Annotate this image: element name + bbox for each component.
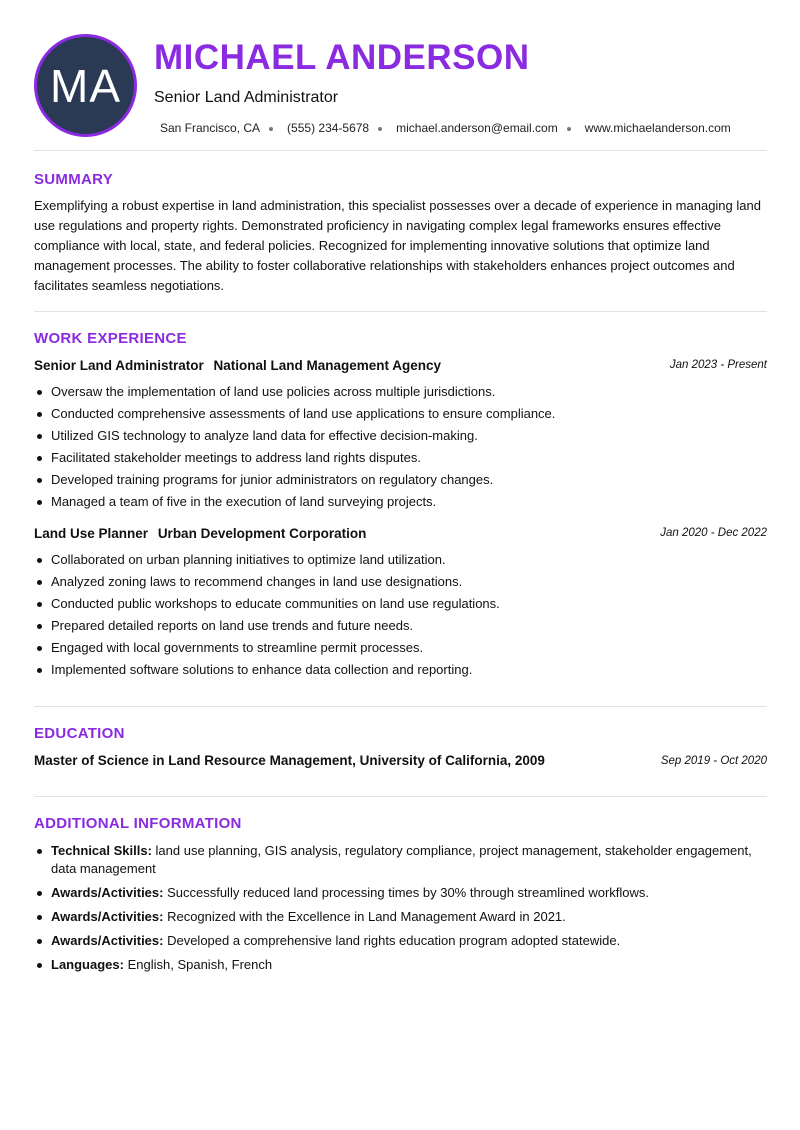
list-item: Managed a team of five in the execution of land surveying projects. xyxy=(34,491,767,513)
resume-header xyxy=(34,34,767,138)
section-divider xyxy=(34,706,767,707)
job-bullet-list xyxy=(34,549,767,681)
job-company: Urban Development Corporation xyxy=(157,526,367,541)
education-heading: EDUCATION xyxy=(34,725,125,742)
education-dates: Sep 2019 - Oct 2020 xyxy=(660,755,767,767)
list-item: Conducted comprehensive assessments of land use applications to ensure compliance. xyxy=(34,403,767,425)
info-text: English, Spanish, French xyxy=(123,957,273,972)
info-text: land use planning, GIS analysis, regulatory compliance, project management, stakeholder engagement, data management xyxy=(51,843,752,876)
contact-bar xyxy=(160,121,731,135)
list-item xyxy=(34,956,767,974)
job-dates: Jan 2023 - Present xyxy=(669,359,767,371)
list-item: Facilitated stakeholder meetings to address land rights disputes. xyxy=(34,447,767,469)
info-text: Successfully reduced land processing times by 30% through streamlined workflows. xyxy=(163,885,650,900)
list-item: Prepared detailed reports on land use trends and future needs. xyxy=(34,615,767,637)
info-label: Awards/Activities: xyxy=(51,885,164,900)
info-text: Recognized with the Excellence in Land Management Award in 2021. xyxy=(163,909,566,924)
contact-website[interactable]: www.michaelanderson.com xyxy=(584,121,731,135)
job-title: Senior Land Administrator xyxy=(34,358,204,373)
additional-info-heading: ADDITIONAL INFORMATION xyxy=(34,815,242,832)
additional-info-list xyxy=(34,842,767,980)
summary-heading: SUMMARY xyxy=(34,171,114,188)
list-item: Developed training programs for junior administrators on regulatory changes. xyxy=(34,469,767,491)
job-header xyxy=(34,358,767,376)
job-company: National Land Management Agency xyxy=(213,358,442,373)
section-divider xyxy=(34,796,767,797)
list-item: Conducted public workshops to educate communities on land use regulations. xyxy=(34,593,767,615)
list-item: Engaged with local governments to streamline permit processes. xyxy=(34,637,767,659)
candidate-name: MICHAEL ANDERSON xyxy=(154,38,530,77)
list-item: Analyzed zoning laws to recommend changes in land use designations. xyxy=(34,571,767,593)
work-experience-heading: WORK EXPERIENCE xyxy=(34,330,187,347)
list-item xyxy=(34,842,767,878)
avatar xyxy=(34,34,137,137)
info-label: Awards/Activities: xyxy=(51,933,164,948)
avatar-initials: MA xyxy=(50,59,121,112)
section-divider xyxy=(34,311,767,312)
separator-dot xyxy=(378,127,382,131)
separator-dot xyxy=(567,127,571,131)
info-label: Languages: xyxy=(51,957,124,972)
info-text: Developed a comprehensive land rights education program adopted statewide. xyxy=(163,933,621,948)
info-label: Awards/Activities: xyxy=(51,909,164,924)
job-dates: Jan 2020 - Dec 2022 xyxy=(660,527,767,539)
summary-text: Exemplifying a robust expertise in land administration, this specialist possesses over a decade of experience in managing land use regulations and property rights. Demonstrated proficiency in navigating complex legal frameworks ensures effective compliance with local, state, and federal policies. Recognized for implementing innovative solutions that optimize land management processes. The ability to foster collaborative relationships with stakeholders enhances project outcomes and facilitates seamless negotiations. xyxy=(34,198,761,293)
contact-email[interactable]: michael.anderson@email.com xyxy=(396,121,558,135)
job-title: Land Use Planner xyxy=(34,526,149,541)
list-item xyxy=(34,884,767,902)
job-bullet-list xyxy=(34,381,767,513)
candidate-title: Senior Land Administrator xyxy=(154,89,339,106)
contact-phone: (555) 234-5678 xyxy=(287,121,370,135)
list-item: Collaborated on urban planning initiatives to optimize land utilization. xyxy=(34,549,767,571)
list-item xyxy=(34,932,767,950)
list-item: Implemented software solutions to enhance data collection and reporting. xyxy=(34,659,767,681)
list-item xyxy=(34,908,767,926)
education-entry xyxy=(34,753,767,768)
contact-location: San Francisco, CA xyxy=(160,121,261,135)
list-item: Utilized GIS technology to analyze land data for effective decision-making. xyxy=(34,425,767,447)
info-label: Technical Skills: xyxy=(51,843,152,858)
list-item: Oversaw the implementation of land use policies across multiple jurisdictions. xyxy=(34,381,767,403)
job-header xyxy=(34,526,767,544)
education-degree: Master of Science in Land Resource Management, University of California, 2009 xyxy=(34,753,545,768)
separator-dot xyxy=(269,127,273,131)
section-divider xyxy=(34,150,767,151)
